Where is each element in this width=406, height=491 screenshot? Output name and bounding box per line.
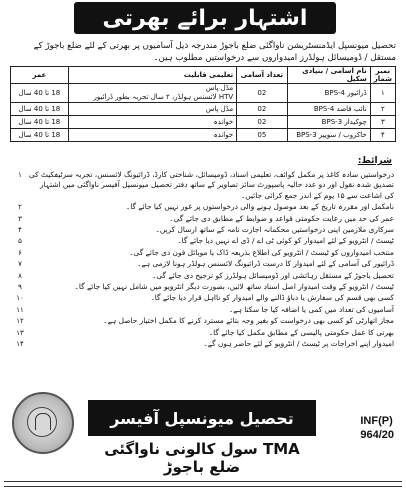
bottom-divider <box>4 481 402 487</box>
row-post: نائب قاصد BPS-4 <box>287 103 370 116</box>
inf-number: 964/20 <box>360 429 394 441</box>
condition-text: مجاز اتھارٹی کو کسی بھی درخواست کو بغیر وجہ بتائے مسترد کرنے کا مکمل اختیار حاصل ہے۔ <box>103 316 394 326</box>
condition-number: ۳ <box>18 214 22 223</box>
condition-item <box>12 293 394 303</box>
condition-text: ڈرائیور کی آسامی کے لئے امیدوار کا درست ڈرائیونگ لائسنس ہولڈر ہونا لازمی ہے۔ <box>137 259 394 269</box>
row-post: چوکیدار BPS-3 <box>287 116 370 129</box>
condition-text: آسامیوں کی تعداد میں کمی یا اضافہ کیا جا سکتا ہے۔ <box>228 304 394 314</box>
condition-item <box>12 328 394 338</box>
condition-number: ۹ <box>18 283 22 292</box>
qualification-line: خواندہ <box>213 130 234 139</box>
qualification-line: HTV لائسنس ہولڈر، ۲ سال تجربہ بطور ڈرائیور <box>93 93 234 101</box>
qualification-line: خواندہ <box>213 117 234 126</box>
condition-item <box>12 214 394 224</box>
condition-number: ۱۰ <box>16 294 24 303</box>
condition-number: ۵ <box>18 237 22 246</box>
table-row <box>11 116 396 129</box>
qualification-line: مڈل پاس <box>205 84 234 92</box>
condition-text: بھرتی کا عمل حکومتی پالیسی کے مطابق مکمل کیا جائے گا۔ <box>208 327 394 337</box>
condition-item <box>12 225 394 235</box>
row-age: 18 تا 40 سال <box>11 129 69 142</box>
table-row <box>11 84 396 103</box>
row-serial: ۳ <box>370 116 395 129</box>
condition-text: منتخب امیدواروں کو ٹیسٹ / انٹرویو کی اطلاع بذریعہ ڈاک یا موبائل فون دی جائے گی۔ <box>129 247 394 257</box>
row-age: 18 تا 40 سال <box>11 116 69 129</box>
table-row <box>11 129 396 142</box>
row-count: 02 <box>237 84 287 103</box>
condition-item <box>12 259 394 269</box>
row-count: 02 <box>237 116 287 129</box>
posts-table <box>10 66 396 142</box>
row-serial: ۴ <box>370 129 395 142</box>
condition-text: ٹیسٹ / انٹرویو کے لئے امیدوار کو کوئی ٹی اے / ڈی اے نہیں دیا جائے گا۔ <box>177 236 394 246</box>
header-post-name: نام آسامی / بنیادی سکیل <box>287 67 370 84</box>
condition-text: ٹیسٹ / انٹرویو کے وقت امیدوار اصل اسناد ساتھ لائیں، بصورت دیگر انٹرویو میں شامل نہیں کیا جائے گا۔ <box>74 282 394 292</box>
row-qualification <box>68 116 236 129</box>
conditions-heading: شرائط: <box>357 156 392 166</box>
condition-number: ۴ <box>18 226 22 235</box>
row-serial: ۱ <box>370 84 395 103</box>
condition-text: عمر کی حد میں رعایت حکومتی قواعد و ضوابط کے مطابق دی جائے گی۔ <box>169 213 394 223</box>
condition-number: ۶ <box>18 248 22 257</box>
intro-paragraph: تحصیل میونسپل ایڈمنسٹریشن ناواگئی ضلع باجوڑ مندرجہ ذیل آسامیوں پر بھرتی کے لئے ضلع باجوڑ کے مستقل / ڈومیسائل ہولڈرز امیدواروں سے درخواستیں مطلوب ہیں۔ <box>33 41 396 63</box>
condition-item <box>12 202 394 212</box>
signature-title: تحصیل میونسپل آفیسر <box>88 400 316 436</box>
header-qualification: تعلیمی قابلیت <box>68 67 236 84</box>
condition-text: نامکمل اور مقررہ تاریخ کے بعد موصول ہونے والی درخواستوں پر غور نہیں کیا جائے گا۔ <box>125 202 394 212</box>
condition-text: امیدوار اپنے اخراجات پر ٹیسٹ / انٹرویو کے لئے حاضر ہوں گے۔ <box>203 339 394 349</box>
table-row <box>11 103 396 116</box>
condition-number: ۱۴ <box>16 340 24 349</box>
condition-number: ۱ <box>18 171 22 179</box>
table-header-row <box>11 67 396 84</box>
row-qualification <box>68 129 236 142</box>
condition-item <box>12 282 394 292</box>
inf-label: INF(P) <box>360 415 393 427</box>
header-serial: نمبر شمار <box>370 67 395 84</box>
inf-reference <box>360 414 394 442</box>
condition-item <box>12 305 394 315</box>
condition-item <box>12 248 394 258</box>
row-qualification <box>68 103 236 116</box>
row-count: 05 <box>237 129 287 142</box>
condition-number: ۱۱ <box>16 305 24 314</box>
condition-text: سرکاری ملازمین اپنی درخواستیں محکمانہ اجازت نامہ کے ساتھ ارسال کریں۔ <box>155 225 394 235</box>
condition-number: ۸ <box>18 271 22 280</box>
row-age: 18 تا 40 سال <box>11 84 69 103</box>
row-qualification <box>68 84 236 103</box>
advertisement-title: اشتہار برائے بھرتی <box>74 2 336 34</box>
condition-number: ۲ <box>18 203 22 212</box>
row-age: 18 تا 40 سال <box>11 103 69 116</box>
condition-item <box>12 271 394 281</box>
condition-number: ۱۳ <box>16 328 24 337</box>
header-age: عمر <box>11 67 69 84</box>
row-post: ڈرائیور BPS-4 <box>287 84 370 103</box>
condition-item <box>12 236 394 246</box>
condition-text: تحصیل باجوڑ کے مستقل رہائشی اور ڈومیسائل ہولڈرز کو ترجیح دی جائے گی۔ <box>152 270 394 280</box>
condition-text: درخواستیں سادہ کاغذ پر مکمل کوائف، تعلیمی اسناد، ڈومیسائل، شناختی کارڈ، ڈرائیونگ لائسنس، تجربہ سرٹیفکیٹ کی تصدیق شدہ نقول اور دو عدد حالیہ پاسپورٹ سائز تصاویر کے ساتھ دفتر تحصیل میونسپل آفیسر ناواگئی میں اشتہار کی اشاعت سے ۱۵ یوم کے اندر جمع کرائی جائیں۔ <box>28 170 394 200</box>
header-post-count: تعداد آسامی <box>237 67 287 84</box>
condition-item <box>12 339 394 349</box>
conditions-list <box>12 170 394 384</box>
signature-office-address: TMA سول کالونی ناواگئی ضلع باجوڑ <box>104 440 300 476</box>
seal-arch-icon <box>35 413 51 430</box>
condition-item <box>12 316 394 326</box>
qualification-line: مڈل پاس <box>205 104 234 113</box>
condition-item <box>12 170 394 201</box>
condition-text: کسی بھی قسم کی سفارش یا دباؤ ڈالنے والے امیدوار کو نااہل قرار دیا جائے گا۔ <box>150 293 394 303</box>
condition-number: ۱۲ <box>16 317 24 326</box>
row-post: خاکروب / سویپر BPS-3 <box>287 129 370 142</box>
advertisement-page <box>4 2 402 488</box>
condition-number: ۷ <box>18 260 22 269</box>
row-count: 02 <box>237 103 287 116</box>
row-serial: ۲ <box>370 103 395 116</box>
government-seal-logo <box>12 392 74 454</box>
